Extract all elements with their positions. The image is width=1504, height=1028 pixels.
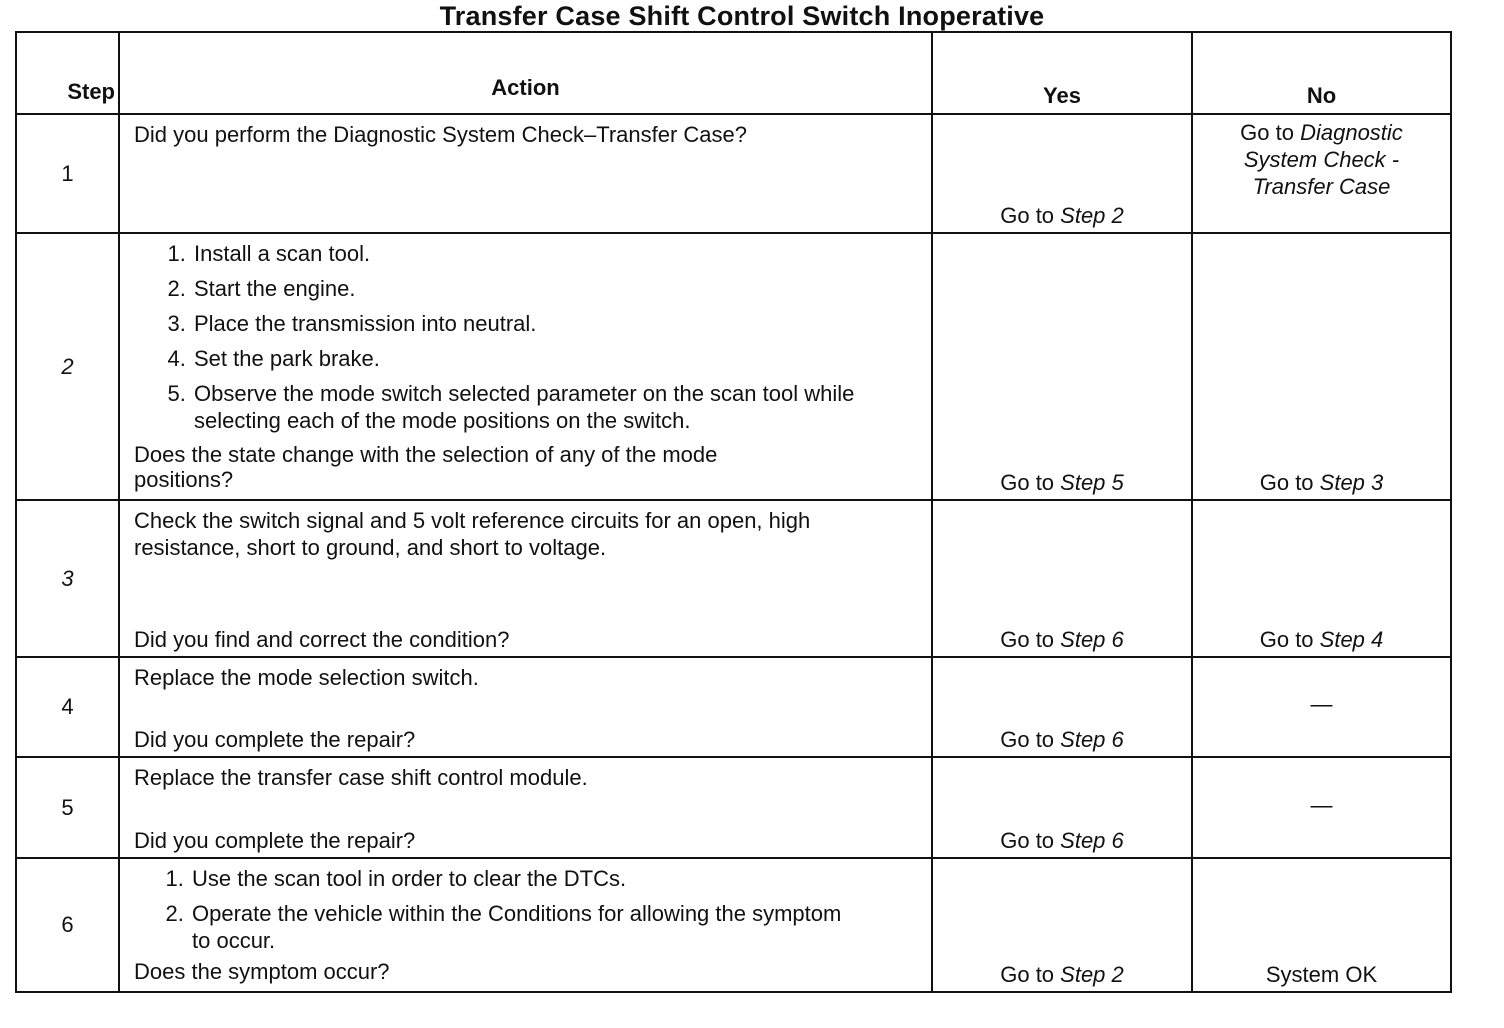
table-row bbox=[16, 500, 1451, 657]
list-item: 1. Install a scan tool. bbox=[192, 240, 917, 267]
yes-prefix: Go to bbox=[1000, 627, 1061, 652]
no-link[interactable]: Step 3 bbox=[1319, 470, 1384, 495]
yes-prefix: Go to bbox=[1000, 962, 1061, 987]
no-cell bbox=[1192, 757, 1451, 858]
action-cell bbox=[119, 233, 932, 500]
yes-link[interactable]: Step 6 bbox=[1060, 627, 1124, 652]
table-row bbox=[16, 858, 1451, 992]
step-number: 6 bbox=[16, 858, 119, 992]
action-text: Did you perform the Diagnostic System Check–Transfer Case? bbox=[134, 122, 747, 147]
yes-cell bbox=[932, 858, 1192, 992]
no-cell bbox=[1192, 858, 1451, 992]
list-item: 4. Set the park brake. bbox=[192, 345, 917, 372]
no-cell bbox=[1192, 233, 1451, 500]
yes-prefix: Go to bbox=[1000, 727, 1061, 752]
procedure-list bbox=[134, 240, 917, 434]
action-cell bbox=[119, 757, 932, 858]
no-header: No bbox=[1192, 32, 1451, 114]
table-row bbox=[16, 114, 1451, 233]
yes-link[interactable]: Step 2 bbox=[1060, 962, 1124, 987]
no-value: — bbox=[1310, 691, 1333, 717]
step-number: 3 bbox=[16, 500, 119, 657]
no-link[interactable]: Step 4 bbox=[1319, 627, 1384, 652]
step-number: 1 bbox=[16, 114, 119, 233]
question-text: Did you find and correct the condition? bbox=[134, 627, 510, 652]
yes-prefix: Go to bbox=[1000, 470, 1061, 495]
yes-link[interactable]: Step 6 bbox=[1060, 727, 1124, 752]
action-cell bbox=[119, 858, 932, 992]
yes-cell bbox=[932, 657, 1192, 757]
yes-prefix: Go to bbox=[1000, 203, 1061, 228]
table-row bbox=[16, 657, 1451, 757]
yes-header: Yes bbox=[932, 32, 1192, 114]
table-row bbox=[16, 757, 1451, 858]
no-link[interactable]: Diagnostic System Check - Transfer Case bbox=[1243, 120, 1403, 199]
no-cell bbox=[1192, 114, 1451, 233]
diagnostic-table bbox=[15, 31, 1452, 993]
no-value: — bbox=[1310, 791, 1333, 817]
procedure-list bbox=[134, 865, 917, 954]
no-prefix: Go to bbox=[1259, 470, 1320, 495]
question-text: Does the state change with the selection of any of the mode positions? bbox=[134, 442, 718, 492]
yes-cell bbox=[932, 500, 1192, 657]
step-header: Step bbox=[16, 32, 119, 114]
action-text: Check the switch signal and 5 volt reference circuits for an open, high resistance, short to ground, and short to voltage. bbox=[134, 508, 811, 560]
yes-cell bbox=[932, 114, 1192, 233]
list-item: 1. Use the scan tool in order to clear the DTCs. bbox=[190, 865, 917, 892]
action-text: Replace the mode selection switch. bbox=[134, 665, 479, 690]
no-value: System OK bbox=[1265, 962, 1378, 987]
step-number: 2 bbox=[16, 233, 119, 500]
step-number: 5 bbox=[16, 757, 119, 858]
action-text: Replace the transfer case shift control module. bbox=[134, 765, 588, 790]
yes-cell bbox=[932, 233, 1192, 500]
header-row bbox=[16, 32, 1451, 114]
question-text: Does the symptom occur? bbox=[134, 959, 390, 984]
no-cell bbox=[1192, 500, 1451, 657]
yes-cell bbox=[932, 757, 1192, 858]
list-item: 2. Start the engine. bbox=[192, 275, 917, 302]
no-cell bbox=[1192, 657, 1451, 757]
yes-link[interactable]: Step 2 bbox=[1060, 203, 1124, 228]
action-cell bbox=[119, 657, 932, 757]
table-row bbox=[16, 233, 1451, 500]
list-item: 2. Operate the vehicle within the Conditions for allowing the symptom to occur. bbox=[190, 900, 917, 954]
list-item: 5. Observe the mode switch selected parameter on the scan tool while selecting each of the mode positions on the switch. bbox=[192, 380, 917, 434]
step-number: 4 bbox=[16, 657, 119, 757]
yes-prefix: Go to bbox=[1000, 828, 1061, 853]
action-cell bbox=[119, 114, 932, 233]
page-title: Transfer Case Shift Control Switch Inoperative bbox=[439, 1, 1045, 31]
action-header: Action bbox=[119, 32, 932, 114]
no-prefix: Go to bbox=[1240, 120, 1301, 145]
question-text: Did you complete the repair? bbox=[134, 727, 416, 752]
yes-link[interactable]: Step 6 bbox=[1060, 828, 1124, 853]
no-prefix: Go to bbox=[1259, 627, 1320, 652]
list-item: 3. Place the transmission into neutral. bbox=[192, 310, 917, 337]
question-text: Did you complete the repair? bbox=[134, 828, 416, 853]
yes-link[interactable]: Step 5 bbox=[1060, 470, 1124, 495]
action-cell bbox=[119, 500, 932, 657]
